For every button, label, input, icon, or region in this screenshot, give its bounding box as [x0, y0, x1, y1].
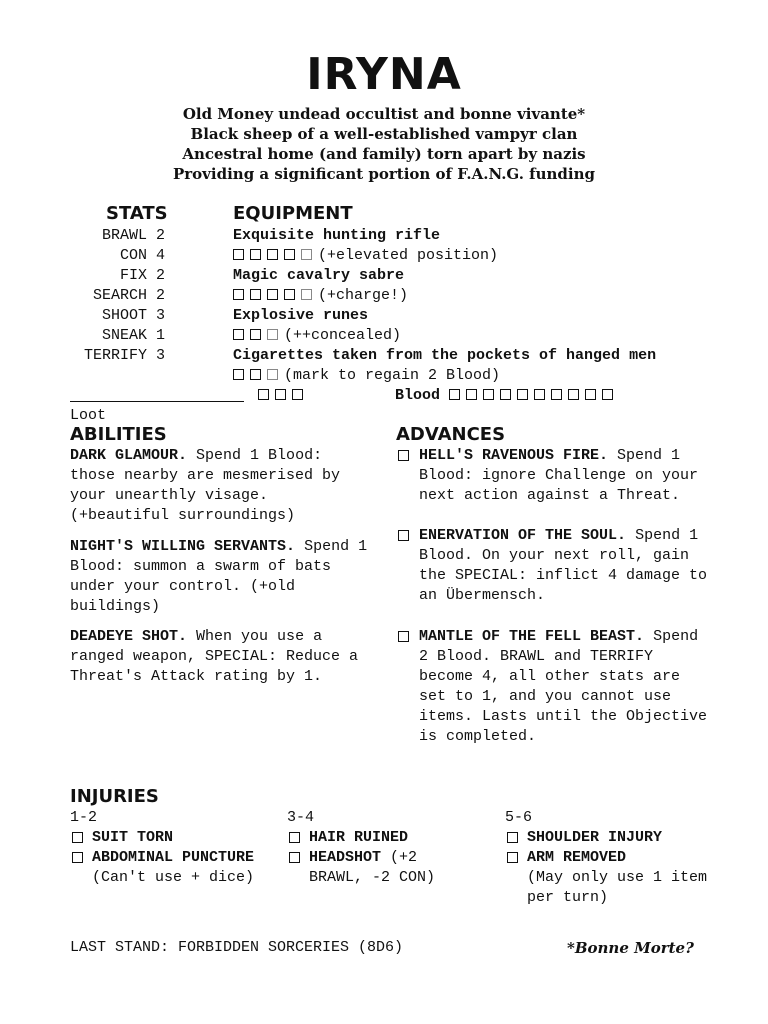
equipment-note: (mark to regain 2 Blood)	[284, 367, 501, 384]
loot-write-line[interactable]	[70, 401, 244, 402]
advance-name: HELL'S RAVENOUS FIRE.	[419, 447, 609, 464]
stat-name: SEARCH	[92, 287, 147, 304]
checkbox[interactable]	[585, 389, 596, 400]
checkbox[interactable]	[267, 249, 278, 260]
checkbox[interactable]	[449, 389, 460, 400]
checkbox[interactable]	[500, 389, 511, 400]
injury-range: 3-4	[287, 809, 315, 826]
loot-boxes[interactable]	[258, 387, 309, 404]
injury-item	[309, 848, 469, 888]
stat-row	[70, 346, 165, 366]
checkbox[interactable]	[284, 249, 295, 260]
injury-checkbox[interactable]	[507, 852, 518, 863]
equipment-note: (+charge!)	[318, 287, 409, 304]
checkbox[interactable]	[551, 389, 562, 400]
equipment-uses-row	[233, 366, 500, 386]
equipment-name: Magic cavalry sabre	[233, 267, 405, 284]
advance-checkbox[interactable]	[398, 530, 409, 541]
equipment-name: Exquisite hunting rifle	[233, 227, 441, 244]
checkbox[interactable]	[233, 289, 244, 300]
injury-checkbox[interactable]	[72, 832, 83, 843]
blood-checkboxes[interactable]	[449, 387, 619, 404]
injury-text: (Can't use + dice)	[92, 869, 255, 886]
checkbox[interactable]	[275, 389, 286, 400]
tagline-line: Providing a significant portion of F.A.N.G. funding	[173, 165, 595, 183]
checkbox[interactable]	[568, 389, 579, 400]
injury-checkbox[interactable]	[289, 852, 300, 863]
loot-checkboxes[interactable]	[258, 386, 309, 406]
ability-name: DEADEYE SHOT.	[70, 628, 188, 645]
stat-row	[70, 286, 165, 306]
checkbox[interactable]	[250, 249, 261, 260]
injury-checkbox[interactable]	[72, 852, 83, 863]
injury-name: SHOULDER INJURY	[527, 829, 663, 846]
stat-value: 2	[155, 267, 165, 284]
injury-name: ARM REMOVED	[527, 849, 627, 866]
usage-checkboxes[interactable]	[233, 247, 318, 264]
checkbox[interactable]	[250, 329, 261, 340]
advance-name: MANTLE OF THE FELL BEAST.	[419, 628, 645, 645]
advance-name: ENERVATION OF THE SOUL.	[419, 527, 627, 544]
stat-value: 1	[155, 327, 165, 344]
checkbox[interactable]	[267, 329, 278, 340]
stat-name: CON	[119, 247, 147, 264]
equipment-note: (+elevated position)	[318, 247, 499, 264]
injury-name: HAIR RUINED	[309, 829, 409, 846]
stat-row	[70, 306, 165, 326]
injury-checkbox[interactable]	[507, 832, 518, 843]
usage-checkboxes[interactable]	[233, 287, 318, 304]
stat-row	[70, 226, 165, 246]
blood-tracker	[395, 386, 619, 406]
tagline-line: Ancestral home (and family) torn apart by nazis	[182, 145, 586, 163]
character-name: IRYNA	[306, 49, 462, 100]
stat-name: SNEAK	[101, 327, 147, 344]
equipment-name: Cigarettes taken from the pockets of hanged men	[233, 347, 657, 364]
ability-dark-glamour	[70, 446, 375, 526]
equipment-uses-row	[233, 286, 408, 306]
checkbox[interactable]	[466, 389, 477, 400]
injury-item	[92, 848, 262, 888]
ability-name: NIGHT'S WILLING SERVANTS.	[70, 538, 296, 555]
checkbox[interactable]	[250, 289, 261, 300]
checkbox[interactable]	[534, 389, 545, 400]
injury-item	[527, 848, 712, 908]
stat-name: TERRIFY	[83, 347, 147, 364]
checkbox[interactable]	[233, 369, 244, 380]
equipment-name: Explosive runes	[233, 307, 369, 324]
checkbox[interactable]	[483, 389, 494, 400]
injury-checkbox[interactable]	[289, 832, 300, 843]
checkbox[interactable]	[602, 389, 613, 400]
advance-checkbox[interactable]	[398, 631, 409, 642]
stat-name: BRAWL	[101, 227, 147, 244]
stat-name: FIX	[119, 267, 147, 284]
checkbox[interactable]	[517, 389, 528, 400]
checkbox[interactable]	[284, 289, 295, 300]
equipment-note: (++concealed)	[284, 327, 402, 344]
checkbox[interactable]	[233, 249, 244, 260]
stat-name: SHOOT	[101, 307, 147, 324]
stat-value: 3	[155, 307, 165, 324]
ability-text: When you use a ranged weapon, SPECIAL: Reduce a Threat's Attack rating by 1.	[70, 628, 359, 685]
injury-range: 5-6	[505, 809, 533, 826]
advance-checkbox[interactable]	[398, 450, 409, 461]
stats-heading: STATS	[106, 203, 168, 224]
checkbox[interactable]	[301, 289, 312, 300]
stat-value: 3	[155, 347, 165, 364]
stat-value: 2	[155, 227, 165, 244]
checkbox[interactable]	[258, 389, 269, 400]
checkbox[interactable]	[267, 369, 278, 380]
stat-row	[70, 246, 165, 266]
last-stand: LAST STAND: FORBIDDEN SORCERIES (8D6)	[70, 939, 404, 956]
equipment-uses-row	[233, 246, 498, 266]
checkbox[interactable]	[250, 369, 261, 380]
injury-text: (May only use 1 item per turn)	[527, 869, 708, 906]
checkbox[interactable]	[292, 389, 303, 400]
injury-name: SUIT TORN	[92, 829, 174, 846]
usage-checkboxes[interactable]	[233, 327, 284, 344]
advances-heading: ADVANCES	[396, 424, 506, 445]
advance-text: Spend 1 Blood: ignore Challenge on your next action against a Threat.	[419, 447, 699, 504]
stat-row	[70, 266, 165, 286]
stat-row	[70, 326, 165, 346]
checkbox[interactable]	[233, 329, 244, 340]
ability-deadeye-shot	[70, 627, 360, 687]
stat-value: 2	[155, 287, 165, 304]
ability-name: DARK GLAMOUR.	[70, 447, 188, 464]
advance-hells-ravenous-fire	[419, 446, 711, 506]
advance-text: Spend 2 Blood. BRAWL and TERRIFY become 4, all other stats are set to 1, and you cannot use items. Lasts until the Objective is completed.	[419, 628, 708, 745]
injury-name: HEADSHOT	[309, 849, 382, 866]
loot-label: Loot	[70, 407, 107, 424]
tagline-line: Old Money undead occultist and bonne vivante*	[182, 105, 586, 123]
ability-text: Spend 1 Blood: summon a swarm of bats under your control. (+old buildings)	[70, 538, 368, 615]
tagline-line: Black sheep of a well-established vampyr clan	[190, 125, 578, 143]
checkbox[interactable]	[301, 249, 312, 260]
injury-text: (+2 BRAWL, -2 CON)	[309, 849, 436, 886]
ability-nights-willing-servants	[70, 537, 375, 617]
ability-text: Spend 1 Blood: those nearby are mesmerised by your unearthly visage. (+beautiful surroundings)	[70, 447, 341, 524]
checkbox[interactable]	[267, 289, 278, 300]
injury-name: ABDOMINAL PUNCTURE	[92, 849, 255, 866]
blood-label: Blood	[395, 387, 441, 404]
advance-text: Spend 1 Blood. On your next roll, gain the SPECIAL: inflict 4 damage to an Übermensch.	[419, 527, 708, 604]
advance-enervation-of-the-soul	[419, 526, 711, 606]
usage-checkboxes[interactable]	[233, 367, 284, 384]
equipment-heading: EQUIPMENT	[233, 203, 353, 224]
advance-mantle-of-the-fell-beast	[419, 627, 711, 747]
equipment-uses-row	[233, 326, 401, 346]
footnote: *Bonne Morte?	[567, 939, 694, 957]
stat-value: 4	[155, 247, 165, 264]
abilities-heading: ABILITIES	[70, 424, 167, 445]
injuries-heading: INJURIES	[70, 786, 159, 807]
injury-range: 1-2	[70, 809, 98, 826]
